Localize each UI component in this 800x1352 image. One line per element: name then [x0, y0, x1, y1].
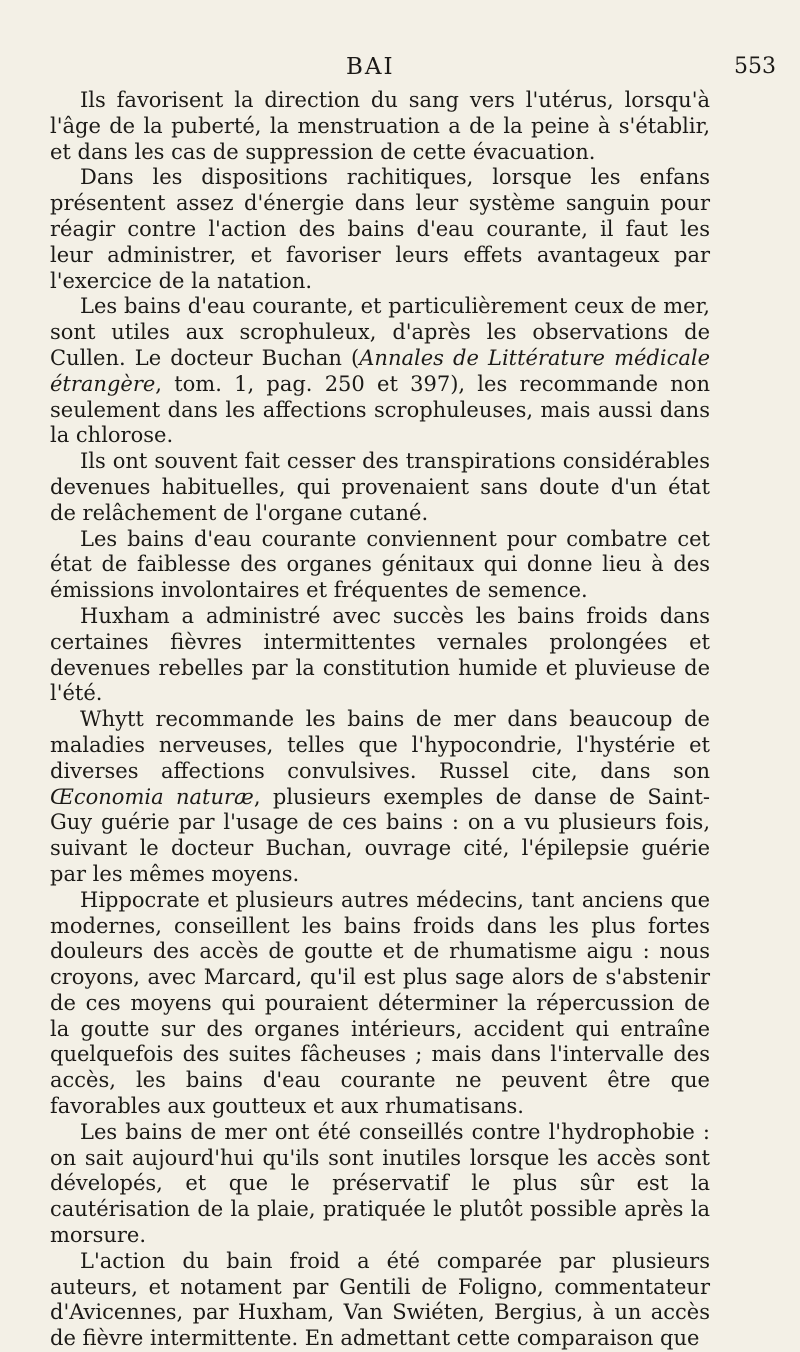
- paragraph-text: , tom. 1, pag. 250 et 397), les recommande non seulement dans les affections scrophuleuses, mais aussi dans la chlorose.: [50, 371, 710, 448]
- paragraph: Hippocrate et plusieurs autres médecins, tant anciens que modernes, conseillent les bains froids dans les plus fortes douleurs des accès de goutte et de rhumatisme aigu : nous croyons, avec Marcard, qu'il est plus sage alors de s'abstenir de ces moyens qui pouraient déterminer la répercussion de la goutte sur des organes intérieurs, accident qui entraîne quelquefois des suites fâcheuses ; mais dans l'intervalle des accès, les bains d'eau courante ne peuvent être que favorables aux goutteux et aux rhumatisans.: [50, 887, 710, 1119]
- page-number: 553: [734, 54, 776, 79]
- paragraph: Dans les dispositions rachitiques, lorsque les enfans présentent assez d'énergie dans leur système sanguin pour réagir contre l'action des bains d'eau courante, il faut les leur administrer, et favoriser leurs effets avantageux par l'exercice de la natation.: [50, 165, 710, 293]
- paragraph: Les bains d'eau courante conviennent pour combatre cet état de faiblesse des organes génitaux qui donne lieu à des émissions involontaires et fréquentes de semence.: [50, 526, 710, 603]
- paragraph: Ils favorisent la direction du sang vers l'utérus, lorsqu'à l'âge de la puberté, la menstruation a de la peine à s'établir, et dans les cas de suppression de cette évacuation.: [50, 88, 710, 164]
- citation-title: Œconomia naturæ: [50, 784, 254, 809]
- paragraph: [50, 294, 710, 449]
- paragraph-text: , plusieurs exemples de danse de Saint-Guy guérie par l'usage de ces bains : on a vu plusieurs fois, suivant le docteur Buchan, ouvrage cité, l'épilepsie guérie par les mêmes moyens.: [50, 784, 710, 886]
- running-head: BAI: [346, 54, 395, 80]
- paragraph: [50, 707, 710, 888]
- paragraph: Les bains de mer ont été conseillés contre l'hydrophobie : on sait aujourd'hui qu'ils sont inutiles lorsque les accès sont dévelopés, et que le préservatif le plus sûr est la cautérisation de la plaie, pratiquée le plutôt possible après la morsure.: [50, 1119, 710, 1248]
- paragraph: Ils ont souvent fait cesser des transpirations considérables devenues habituelles, qui provenaient sans doute d'un état de relâchement de l'organe cutané.: [50, 449, 710, 525]
- citation-title: Annales de Littérature médicale étrangère: [50, 345, 710, 396]
- paragraph: L'action du bain froid a été comparée par plusieurs auteurs, et notament par Gentili de Foligno, commentateur d'Avicennes, par Huxham, Van Swiéten, Bergius, à un accès de fièvre intermittente. En admettant cette comparaison que: [50, 1248, 710, 1351]
- page-header: [0, 54, 800, 86]
- paragraph-text: Whytt recommande les bains de mer dans beaucoup de maladies nerveuses, telles que l'hypocondrie, l'hystérie et diverses affections convulsives. Russel cite, dans son: [50, 707, 710, 783]
- page-body: [50, 88, 710, 1352]
- paragraph-text: Les bains d'eau courante, et particulièrement ceux de mer, sont utiles aux scrophuleux, d'après les observations de Cullen. Le docteur Buchan (: [50, 294, 710, 370]
- paragraph: Huxham a administré avec succès les bains froids dans certaines fièvres intermittentes vernales prolongées et devenues rebelles par la constitution humide et pluvieuse de l'été.: [50, 603, 710, 706]
